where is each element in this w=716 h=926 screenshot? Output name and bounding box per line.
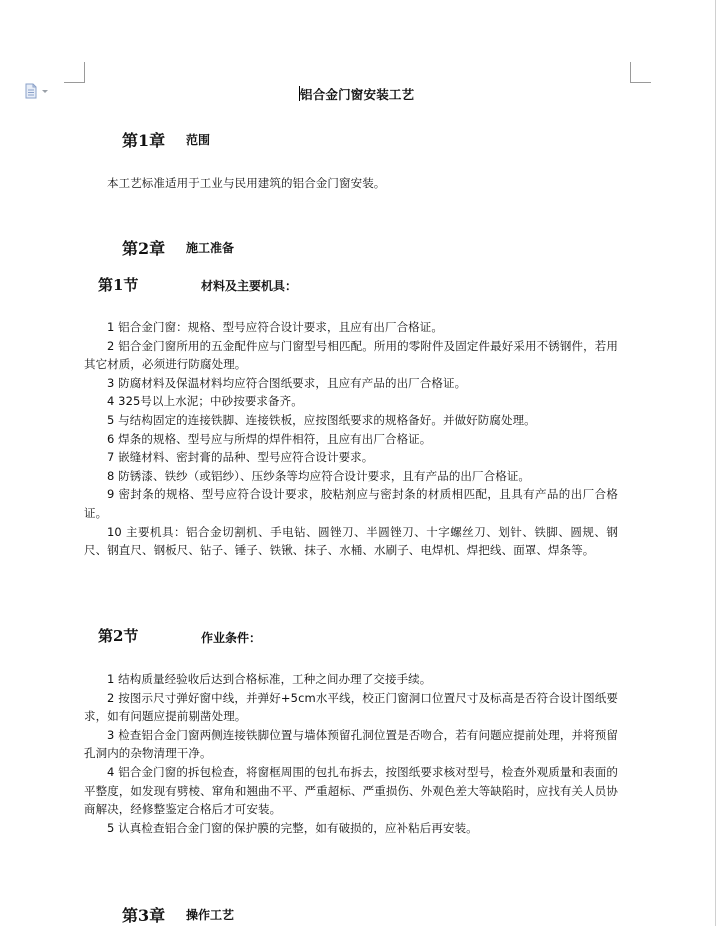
list-item: 2 按图示尺寸弹好窗中线，并弹好+5cm水平线，校正门窗洞口位置尺寸及标高是否符合设计图纸要求，如有问题应提前剔凿处理。 bbox=[84, 690, 618, 724]
list-item: 7 嵌缝材料、密封膏的品种、型号应符合设计要求。 bbox=[107, 450, 374, 465]
list-item: 4 铝合金门窗的拆包检查，将窗框周围的包扎布拆去，按图纸要求核对型号，检查外观质量和表面的平整度，如发现有劈棱、窜角和翘曲不平、严重超标、严重损伤、外观色差大等缺陷时，应找有关人员协商解决，经修整鉴定合格后才可安装。 bbox=[84, 764, 618, 817]
list-item: 3 防腐材料及保温材料均应符合图纸要求，且应有产品的出厂合格证。 bbox=[107, 375, 467, 390]
chapter-2-number: 第2章 bbox=[122, 239, 166, 258]
list-item: 4 325号以上水泥；中砂按要求备齐。 bbox=[107, 394, 303, 409]
document-icon bbox=[24, 83, 50, 99]
crop-mark-top-left bbox=[84, 62, 85, 82]
crop-mark-top-right bbox=[630, 62, 631, 82]
chapter-1-title: 范围 bbox=[186, 133, 211, 147]
section-1-title: 材料及主要机具： bbox=[201, 279, 298, 293]
list-item: 10 主要机具：铝合金切割机、手电钻、圆锉刀、半圆锉刀、十字螺丝刀、划针、铁脚、圆规、钢尺、钢直尺、钢板尺、钻子、锤子、铁锹、抹子、水桶、水刷子、电焊机、焊把线、面罩、焊条等。 bbox=[84, 524, 618, 558]
list-item: 9 密封条的规格、型号应符合设计要求，胶粘剂应与密封条的材质相匹配，且具有产品的出厂合格证。 bbox=[84, 487, 618, 520]
list-item: 1 铝合金门窗：规格、型号应符合设计要求，且应有出厂合格证。 bbox=[107, 320, 443, 334]
list-item: 2 铝合金门窗所用的五金配件应与门窗型号相匹配。所用的零附件及固定件最好采用不锈钢件，若用其它材质，必须进行防腐处理。 bbox=[84, 338, 618, 372]
chapter-3-number: 第3章 bbox=[122, 906, 166, 925]
list-item: 5 认真检查铝合金门窗的保护膜的完整，如有破损的，应补粘后再安装。 bbox=[107, 820, 478, 835]
section-1-number: 第1节 bbox=[98, 276, 139, 294]
list-item: 6 焊条的规格、型号应与所焊的焊件相符，且应有出厂合格证。 bbox=[107, 431, 432, 446]
section-2-number: 第2节 bbox=[98, 627, 139, 645]
document-options-button[interactable] bbox=[24, 83, 50, 99]
chapter-1-number: 第1章 bbox=[122, 131, 166, 150]
crop-mark-top-left-h bbox=[64, 82, 85, 83]
list-item: 1 结构质量经验收后达到合格标准，工种之间办理了交接手续。 bbox=[107, 672, 432, 686]
scope-text: 本工艺标准适用于工业与民用建筑的铝合金门窗安装。 bbox=[107, 176, 386, 190]
scope-paragraph bbox=[84, 174, 618, 193]
caret-down-icon bbox=[42, 90, 48, 93]
section-2-title: 作业条件： bbox=[201, 631, 262, 645]
chapter-3-title: 操作工艺 bbox=[186, 908, 235, 922]
document-title: 铝合金门窗安装工艺 bbox=[300, 87, 415, 102]
list-item: 3 检查铝合金门窗两侧连接铁脚位置与墙体预留孔洞位置是否吻合，若有问题应提前处理，并将预留孔洞内的杂物清理干净。 bbox=[84, 727, 618, 761]
list-item: 5 与结构固定的连接铁脚、连接铁板，应按图纸要求的规格备好。并做好防腐处理。 bbox=[107, 412, 536, 427]
conditions-list bbox=[84, 670, 618, 837]
list-item: 8 防锈漆、铁纱（或铝纱）、压纱条等均应符合设计要求，且有产品的出厂合格证。 bbox=[107, 468, 531, 483]
crop-mark-top-right-h bbox=[630, 82, 651, 83]
materials-list bbox=[84, 318, 618, 560]
chapter-2-title: 施工准备 bbox=[186, 241, 235, 255]
